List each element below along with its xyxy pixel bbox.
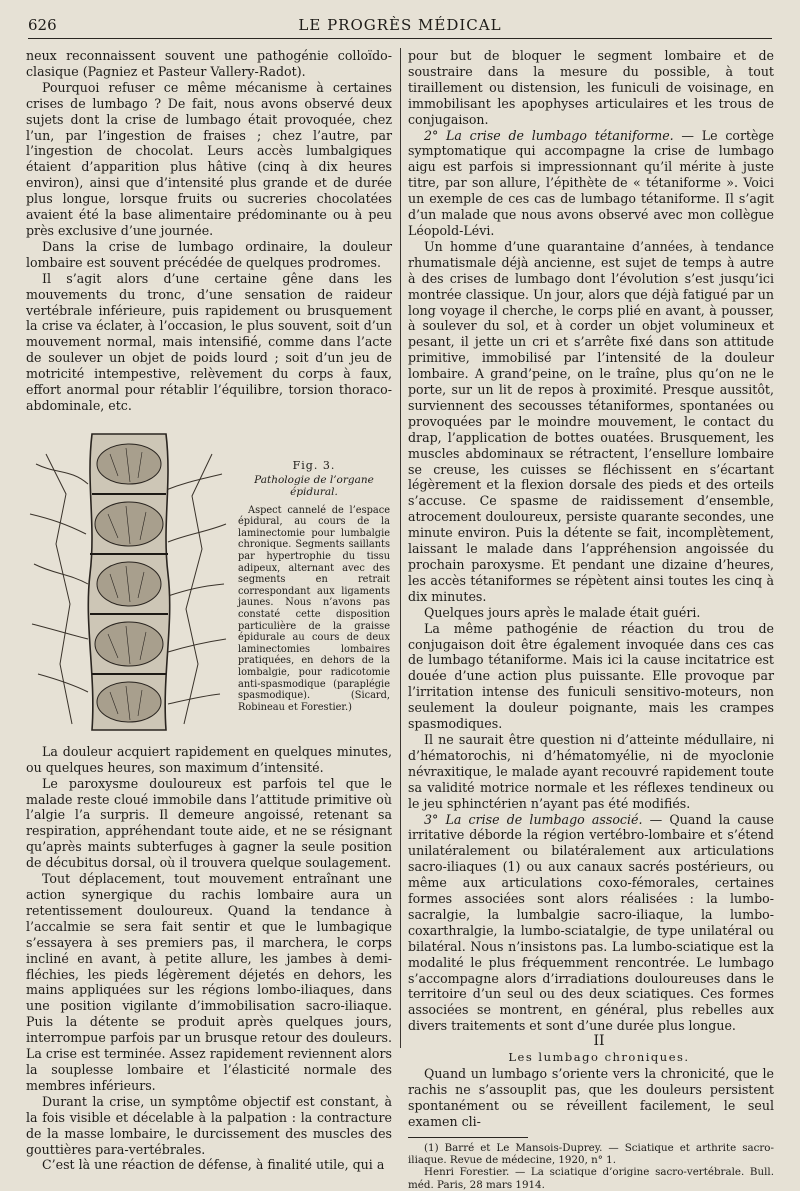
running-header bbox=[28, 14, 772, 39]
column-divider bbox=[400, 48, 401, 1048]
subsection-title: 3° La crise de lumbago associé. bbox=[424, 811, 643, 827]
left-column bbox=[26, 48, 392, 1173]
section-number: II bbox=[593, 1033, 605, 1050]
paragraph: Tout déplacement, tout mouvement entraînant une action synergique du rachis lombaire aura un retentissement douloureux. Quand la tendance à l’accalmie se sera fait sentir et que le lumbagique s’essayera à ses premiers pas, il marchera, le corps incliné en avant, à petite allure, les jambes à demi-fléchies, les pieds légèrement déjetés en dehors, les mains appliquées sur les régions lombo-iliaques, dans une position vigilante d’immobilisation sacro-iliaque. Puis la détente se produit après quelques jours, interrompue parfois par un brusque retour des douleurs. La crise est terminée. Assez rapidement reviennent alors la souplesse lombaire et l’élasticité normale des membres inférieurs. bbox=[26, 871, 392, 1093]
paragraph: La douleur acquiert rapidement en quelques minutes, ou quelques heures, son maximum d’intensité. bbox=[26, 743, 392, 775]
paragraph: 2° La crise de lumbago tétaniforme. — Le cortège symptomatique qui accompagne la crise de lumbago aigu est parfois si impressionnant qu’il mérite à juste titre, par son allure, l’épithète de « tétaniforme ». Voici un exemple de ces cas de lumbago tétaniforme. Il s’agit d’un malade que nous avons observé avec mon collègue Léopold-Lévi. bbox=[408, 127, 775, 238]
figure-caption: Aspect cannelé de l’espace épidural, au cours de la laminectomie pour lumbalgie chronique. Segments saillants par hypertrophie du tissu adipeux, alternant avec des segments en retrait correspondant aux ligaments jaunes. Nous n’avons pas constaté cette disposition particulière de la graisse épidurale au cours de deux laminectomies lombaires pratiquées, en dehors de la lombalgie, pour radicotomie anti-spasmodique (paraplégie spasmodique). (Sicard, Robineau et Forestier.) bbox=[238, 504, 390, 713]
figure-subtitle: Pathologie de l’organe épidural. bbox=[254, 474, 374, 499]
paragraph: pour but de bloquer le segment lombaire et de soustraire dans la mesure du possible, à tout tiraillement ou distension, les funiculi de voisinage, en immobilisant les apophyses articulaires et les trous de conjugaison. bbox=[408, 48, 774, 127]
epidural-space-illustration bbox=[26, 424, 232, 736]
footnote: Henri Forestier. — La sciatique d’origine sacro-vertébrale. Bull. méd. Paris, 28 mars 1914. bbox=[408, 1166, 774, 1191]
paragraph: Quand un lumbago s’oriente vers la chronicité, que le rachis ne s’assouplit pas, que les douleurs persistent spontanément ou se réveillent facilement, le seul examen cli- bbox=[408, 1066, 774, 1129]
footnote: (1) Barré et Le Mansois-Duprey. — Sciatique et arthrite sacro-iliaque. Revue de médecine, 1920, n° 1. bbox=[408, 1141, 774, 1167]
figure-number: Fig. 3. bbox=[292, 458, 336, 472]
paragraph: Dans la crise de lumbago ordinaire, la douleur lombaire est souvent précédée de quelques prodromes. bbox=[26, 238, 392, 270]
paragraph: Il ne saurait être question ni d’atteinte médullaire, ni d’hématorochis, ni d’hématomyélie, ni de myoclonie névraxitique, le malade ayant recouvré rapidement toute sa validité motrice normale et les réflexes tendineux ou le jeu sphinctérien n’ayant pas été modifiés. bbox=[408, 731, 774, 811]
footnote-rule bbox=[408, 1137, 528, 1138]
figure-3 bbox=[26, 424, 392, 740]
journal-title: LE PROGRÈS MÉDICAL bbox=[298, 16, 502, 34]
paragraph: Le paroxysme douloureux est parfois tel que le malade reste cloué immobile dans l’attitude primitive où l’algie l’a surpris. Il demeure angoissé, retenant sa respiration, appréhendant toute aide, et ne se résignant qu’après maints subterfuges à gagner la seule position de décubitus dorsal, où il trouvera quelque soulagement. bbox=[26, 775, 392, 871]
paragraph: Pourquoi refuser ce même mécanisme à certaines crises de lumbago ? De fait, nous avons observé deux sujets dont la crise de lumbago était provoquée, chez l’un, par l’ingestion de fraises ; chez l’autre, par l’ingestion de chocolat. Leurs accès lumbalgiques étaient d’apparition plus hâtive (cinq à dix heures environ), ainsi que d’intensité plus grande et de durée plus longue, lorsque fruits ou sucreries chocolatées avaient été la base alimentaire prédominante ou à peu près exclusive d’une journée. bbox=[26, 79, 392, 238]
paragraph: neux reconnaissent souvent une pathogénie colloïdo-clasique (Pagniez et Pasteur Vallery-Radot). bbox=[26, 48, 392, 79]
paragraph: 3° La crise de lumbago associé. — Quand la cause irritative déborde la région vertébro-lombaire et s’étend unilatéralement ou bilatéralement aux articulations sacro-iliaques (1) ou aux canaux sacrés postérieurs, ou même aux articulations coxo-fémorales, certaines formes associées sont alors réalisées : la lumbo-sacralgie, la lumbalgie sacro-iliaque, la lumbo-coxarthralgie, la lumbo-sciatalgie, de type unilatéral ou bilatéral. Nous n’insistons pas. La lumbo-sciatique est la modalité le plus fréquemment rencontrée. Le lumbago s’accompagne alors d’irradiations douloureuses dans le territoire d’un seul ou des deux sciatiques. Ces formes associées se montrent, en général, plus rebelles aux divers traitements et sont d’une durée plus longue. bbox=[408, 811, 774, 1034]
section-title: Les lumbago chroniques. bbox=[508, 1050, 690, 1065]
paragraph: Durant la crise, un symptôme objectif est constant, à la fois visible et décelable à la palpation : la contracture de la masse lombaire, le durcissement des muscles des gouttières para-vertébrales. bbox=[26, 1093, 392, 1157]
subsection-title: 2° La crise de lumbago tétaniforme. bbox=[424, 127, 674, 143]
right-column bbox=[408, 48, 774, 1191]
figure-caption-block bbox=[238, 460, 390, 713]
paragraph: Il s’agit alors d’une certaine gêne dans les mouvements du tronc, d’une sensation de raideur vertébrale inférieure, puis rapidement ou brusquement la crise va éclater, à l’occasion, le plus souvent, soit d’un mouvement normal, mais intensifié, comme dans l’acte de soulever un objet de poids lourd ; soit d’un jeu de motricité intempestive, relèvement du corps à faux, effort anormal pour rétablir l’équilibre, torsion thoraco-abdominale, etc. bbox=[26, 270, 392, 413]
page-number: 626 bbox=[28, 16, 57, 34]
paragraph: Quelques jours après le malade était guéri. bbox=[424, 604, 701, 620]
paragraph: C’est là une réaction de défense, à finalité utile, qui a bbox=[42, 1157, 385, 1173]
paragraph: Un homme d’une quarantaine d’années, à tendance rhumatismale déjà ancienne, est sujet de temps à autre à des crises de lumbago dont l’évolution s’est jusqu’ici montrée classique. Un jour, alors que déjà fatigué par un long voyage il cherche, le corps plié en avant, à pousser, à soulever du sol, et à corder un objet volumineux et pesant, il jette un cri et s’arrête fixé dans son attitude primitive, immobilisé par l’intensité de la douleur lombaire. A grand’peine, on le traîne, plus qu’on ne le porte, sur un lit de repos à proximité. Presque aussitôt, surviennent des secousses tétaniformes, spontanées ou provoquées par le moindre mouvement, le contact du drap, l’application de bottes ouatées. Brusquement, les muscles abdominaux se rétractent, l’ensellure lombaire se creuse, les cuisses se fléchissent en s’écartant légèrement et la flexion dorsale des pieds et des orteils s’accuse. Ce spasme de raidissement d’ensemble, atrocement douloureux, persiste quarante secondes, une minute environ. Puis la détente se fait, incomplètement, laissant le malade dans l’appréhension angoissée du prochain paroxysme. Et pendant une dizaine d’heures, les accès tétaniformes se répètent ainsi toutes les cinq à dix minutes. bbox=[408, 238, 774, 604]
paragraph: La même pathogénie de réaction du trou de conjugaison doit être également invoquée dans ces cas de lumbago tétaniforme. Mais ici la cause incitatrice est douée d’une action plus puissante. Elle provoque par l’irritation intense des funiculi sensitivo-moteurs, non seulement la douleur poignante, mais les crampes spasmodiques. bbox=[408, 620, 774, 732]
